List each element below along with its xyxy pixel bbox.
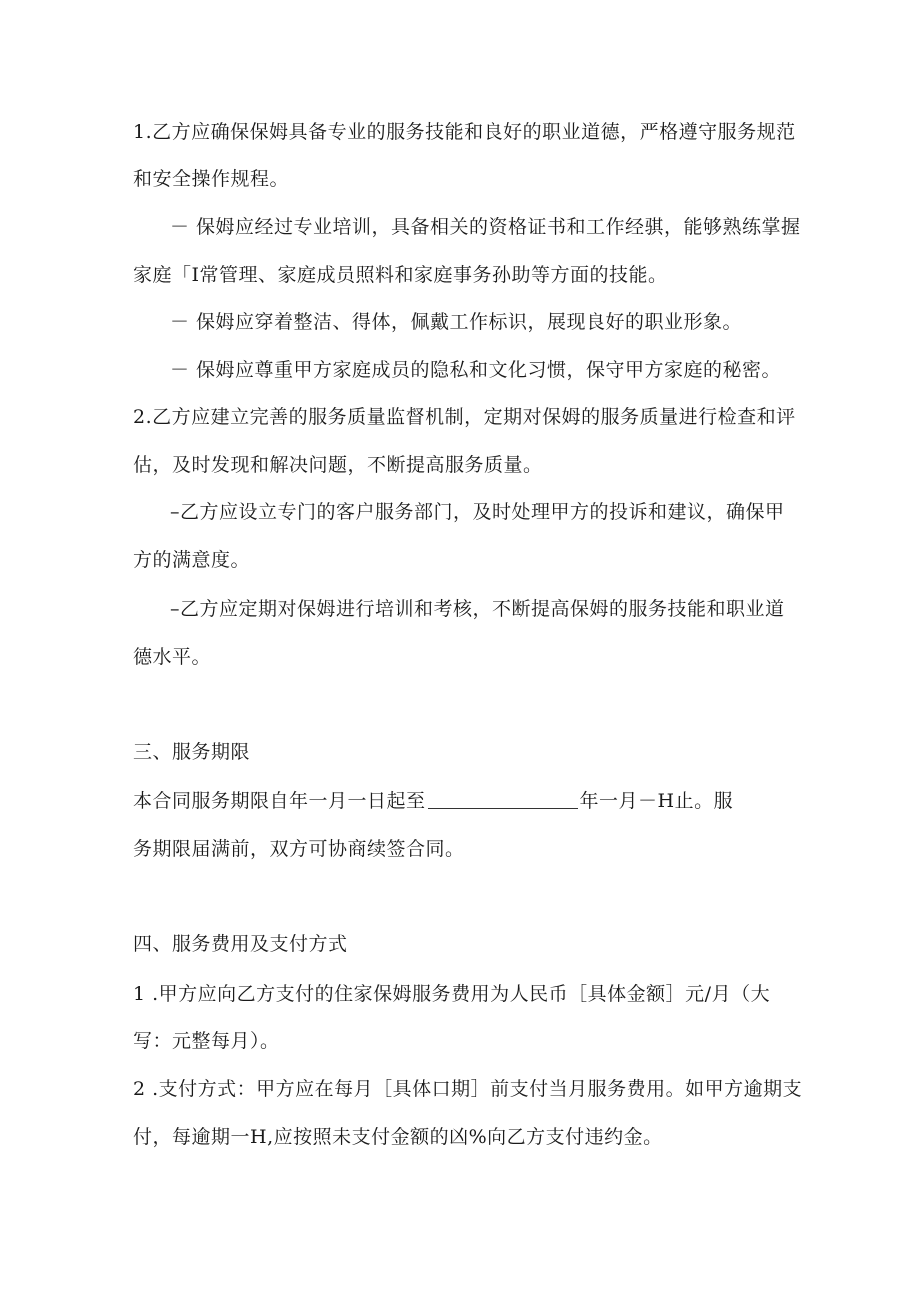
clause-2-2-b-line-2: 德水平。 [133, 646, 212, 668]
clause-4-1-line-2: 写：元整每月）。 [133, 1030, 280, 1052]
clause-4-2-line-2: 付，每逾期一H,应按照未支付金额的凶%向乙方支付违约金。 [133, 1126, 663, 1148]
section-3-line-2: 务期限届满前，双方可协商续签合同。 [133, 838, 465, 860]
clause-2-1-c: － 保姆应尊重甲方家庭成员的隐私和文化习惯，保守甲方家庭的秘密。 [170, 359, 782, 381]
clause-2-1-a-line-1: － 保姆应经过专业培训，具备相关的资格证书和工作经骐，能够熟练掌握 [170, 216, 801, 238]
clause-2-2-a-line-2: 方的满意度。 [133, 549, 251, 571]
section-3-line-1-end: 年一月－H止。服 [579, 790, 734, 812]
clause-2-2-b-line-1: –乙方应定期对保姆进行培训和考核，不断提高保姆的服务技能和职业道 [170, 598, 785, 620]
clause-2-1-line-1: 1.乙方应确保保姆具备专业的服务技能和良好的职业道德，严格遵守服务规范 [133, 121, 796, 143]
clause-2-2-a-line-1: –乙方应设立专门的客户服务部门，及时处理甲方的投诉和建议，确保甲 [170, 501, 785, 523]
date-blank-field [428, 790, 578, 809]
clause-2-1-line-2: 和安全操作规程。 [133, 168, 290, 190]
section-3-heading: 三、服务期限 [133, 741, 251, 763]
section-3-line-1-start: 本合同服务期限自年一月一日起至 [133, 790, 426, 812]
clause-2-2-line-1: 2.乙方应建立完善的服务质量监督机制，定期对保姆的服务质量进行检查和评 [133, 406, 796, 428]
clause-4-2-line-1: 2 .支付方式：甲方应在每月［具体口期］前支付当月服务费用。如甲方逾期支 [133, 1078, 803, 1100]
section-4-heading: 四、服务费用及支付方式 [133, 933, 348, 955]
clause-2-1-a-line-2: 家庭「I常管理、家庭成员照料和家庭事务孙助等方面的技能。 [133, 264, 668, 286]
clause-2-2-line-2: 估，及时发现和解决问题，不断提高服务质量。 [133, 454, 543, 476]
clause-2-1-b: － 保姆应穿着整洁、得体，佩戴工作标识，展现良好的职业形象。 [170, 311, 743, 333]
clause-4-1-line-1: 1 .甲方应向乙方支付的住家保姆服务费用为人民币［具体金额］元/月（大 [133, 983, 771, 1005]
section-3-line-1 [133, 789, 733, 813]
